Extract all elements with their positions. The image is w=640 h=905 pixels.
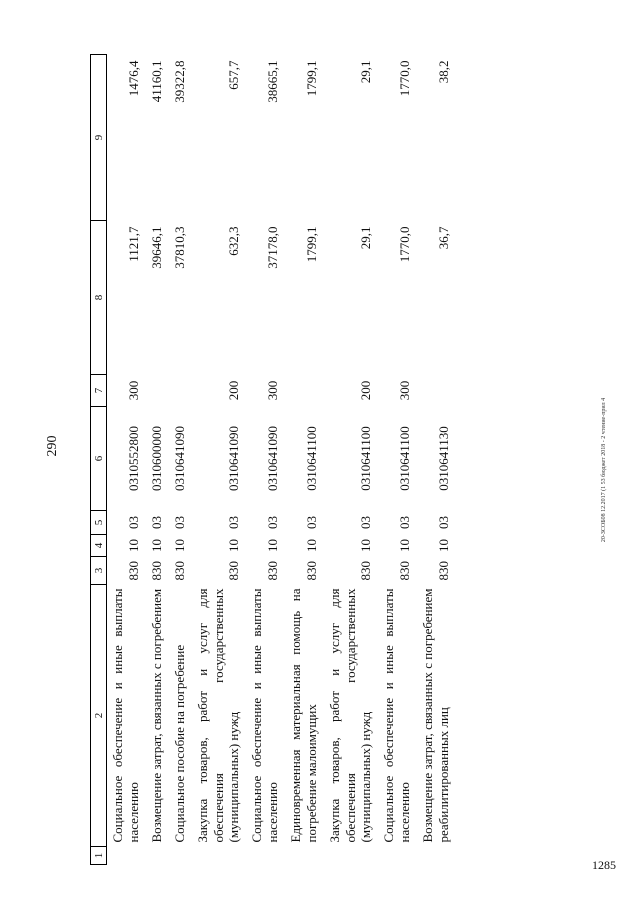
- row-section: 10: [226, 539, 242, 552]
- rotated-table-container: [90, 55, 550, 865]
- row-target-article: 0310641130: [435, 426, 451, 491]
- row-index-cell: [417, 847, 456, 865]
- row-code-admin: 830: [358, 561, 374, 581]
- row-target-article: 0310552800: [125, 426, 141, 491]
- row-code-admin: 830: [171, 561, 187, 581]
- row-code-admin: 830: [397, 561, 413, 581]
- row-sum-2019: 1799,1: [303, 226, 319, 263]
- footer-note: 20-ЗСОБ08 12.2017 (1 53 бюджет 2018 - 2 чтение-прил 4: [601, 397, 607, 543]
- row-expense-type: 200: [358, 380, 374, 401]
- row-sum-2020: 1770,0: [397, 60, 413, 97]
- table-body: [107, 55, 456, 865]
- row-subsection: 03: [148, 516, 164, 529]
- header-cell: 7: [91, 375, 107, 407]
- row-expense-type: 300: [397, 380, 413, 401]
- row-sum-2019: 39646,1: [148, 226, 164, 269]
- row-code-admin: 830: [226, 561, 242, 581]
- table-row: [378, 55, 417, 865]
- header-cell: 4: [91, 535, 107, 557]
- row-target-article: 0310641090: [265, 426, 281, 491]
- header-cell: 3: [91, 557, 107, 585]
- page-number: 290: [45, 435, 60, 457]
- row-subsection: 03: [226, 516, 242, 529]
- row-subsection: 03: [397, 516, 413, 529]
- row-sum-2020: 1799,1: [303, 60, 319, 97]
- row-name: Социальное обеспечение и иные выплаты населению: [249, 588, 281, 843]
- row-index-cell: [285, 847, 324, 865]
- row-target-article: 0310641090: [226, 426, 242, 491]
- row-name: Возмещение затрат, связанных с погребением: [148, 588, 164, 843]
- row-section: 10: [125, 539, 141, 552]
- row-code-admin: 830: [265, 561, 281, 581]
- row-index-cell: [107, 847, 146, 865]
- row-subsection: 03: [171, 516, 187, 529]
- table-row: [417, 55, 456, 865]
- row-name: Единовременная материальная помощь на погребение малоимущих: [288, 588, 319, 843]
- header-cell: 9: [91, 55, 107, 221]
- row-target-article: 0310600000: [148, 426, 164, 491]
- row-sum-2020: 29,1: [358, 60, 374, 84]
- row-name: Социальное обеспечение и иные выплаты населению: [110, 588, 141, 843]
- row-index-cell: [324, 847, 379, 865]
- row-section: 10: [358, 539, 374, 552]
- header-cell: 2: [91, 585, 107, 847]
- row-target-article: 0310641100: [358, 426, 374, 491]
- row-index-cell: [192, 847, 247, 865]
- header-cell: 1: [91, 847, 107, 865]
- row-index-cell: [378, 847, 417, 865]
- row-index-cell: [146, 847, 169, 865]
- table-header-row: [91, 55, 107, 865]
- table-row: [107, 55, 146, 865]
- table-row: [246, 55, 285, 865]
- row-sum-2020: 1476,4: [125, 60, 141, 97]
- row-sum-2020: 657,7: [226, 60, 242, 90]
- row-sum-2020: 39322,8: [171, 60, 187, 103]
- row-name: Закупка товаров, работ и услуг для обеспечения государственных (муниципальных) нужд: [194, 588, 242, 843]
- header-cell: 5: [91, 511, 107, 535]
- table-row: [146, 55, 169, 865]
- row-section: 10: [397, 539, 413, 552]
- row-code-admin: 830: [125, 561, 141, 581]
- row-sum-2019: 29,1: [358, 226, 374, 250]
- header-cell: 6: [91, 407, 107, 511]
- row-sum-2020: 38665,1: [265, 60, 281, 103]
- table-row: [169, 55, 192, 865]
- row-expense-type: [169, 375, 192, 407]
- row-code-admin: 830: [435, 561, 451, 581]
- row-name: Закупка товаров, работ и услуг для обеспечения государственных (муниципальных) нужд: [326, 588, 374, 843]
- row-name: Возмещение затрат, связанных с погребением реабилитированных лиц: [420, 588, 451, 843]
- row-sum-2019: 37178,0: [265, 226, 281, 269]
- row-sum-2019: 632,3: [226, 226, 242, 256]
- row-subsection: 03: [435, 516, 451, 529]
- row-index-cell: [169, 847, 192, 865]
- row-section: 10: [435, 539, 451, 552]
- row-expense-type: 300: [265, 380, 281, 401]
- budget-table: [90, 54, 456, 865]
- row-name: Социальное пособие на погребение: [171, 644, 187, 843]
- row-sum-2019: 37810,3: [171, 226, 187, 269]
- row-sum-2019: 36,7: [435, 226, 451, 250]
- table-row: [324, 55, 379, 865]
- row-subsection: 03: [358, 516, 374, 529]
- row-sum-2020: 38,2: [435, 60, 451, 84]
- row-expense-type: [417, 375, 456, 407]
- row-expense-type: [146, 375, 169, 407]
- row-subsection: 03: [265, 516, 281, 529]
- row-section: 10: [171, 539, 187, 552]
- row-index-cell: [246, 847, 285, 865]
- row-target-article: 0310641090: [171, 426, 187, 491]
- row-section: 10: [148, 539, 164, 552]
- row-expense-type: 300: [125, 380, 141, 401]
- row-code-admin: 830: [303, 561, 319, 581]
- row-target-article: 0310641100: [397, 426, 413, 491]
- sheet-number: 1285: [592, 858, 616, 872]
- header-cell: 8: [91, 221, 107, 375]
- row-name: Социальное обеспечение и иные выплаты населению: [381, 588, 413, 843]
- table-row: [285, 55, 324, 865]
- row-subsection: 03: [303, 516, 319, 529]
- row-sum-2019: 1121,7: [125, 226, 141, 262]
- row-subsection: 03: [125, 516, 141, 529]
- row-expense-type: 200: [226, 380, 242, 401]
- row-section: 10: [265, 539, 281, 552]
- row-sum-2020: 41160,1: [148, 60, 164, 103]
- row-expense-type: [285, 375, 324, 407]
- row-code-admin: 830: [148, 561, 164, 581]
- row-section: 10: [303, 539, 319, 552]
- table-row: [192, 55, 247, 865]
- row-sum-2019: 1770,0: [397, 226, 413, 263]
- row-target-article: 0310641100: [303, 426, 319, 491]
